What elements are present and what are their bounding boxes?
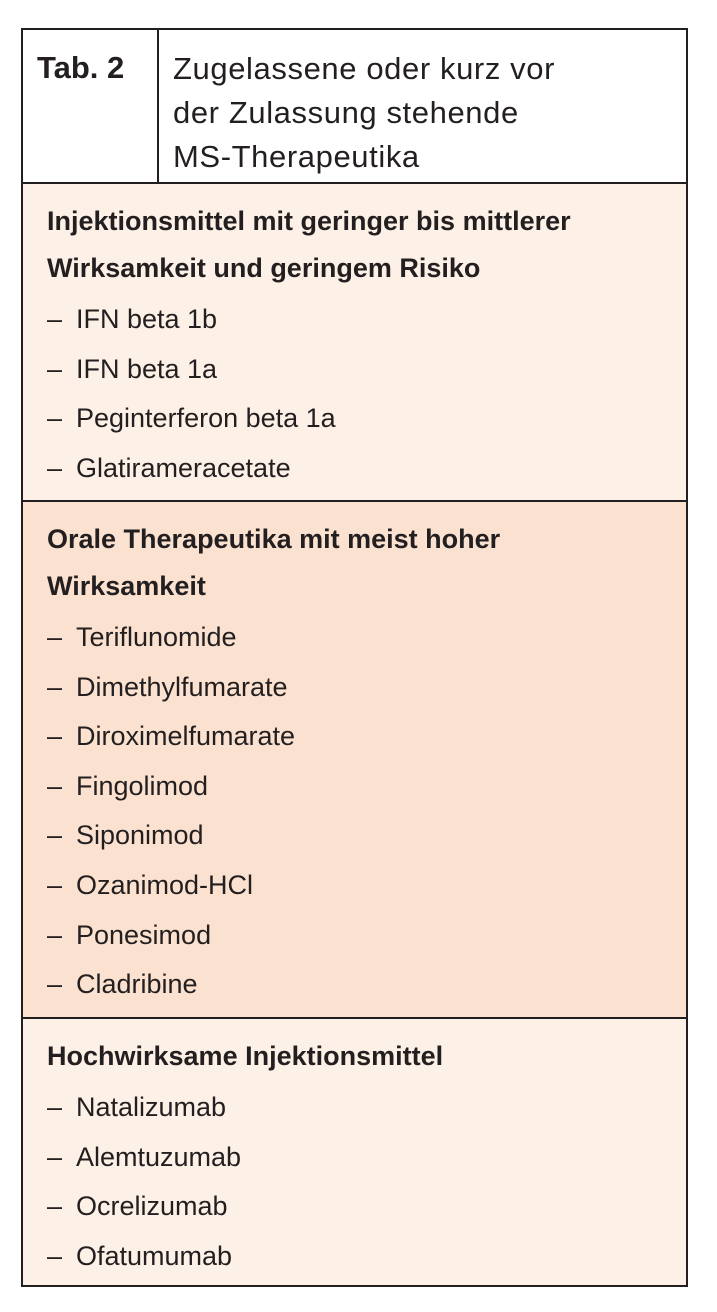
table-title-line: Zugelassene oder kurz vor <box>173 51 556 86</box>
section-title <box>47 1033 686 1080</box>
bullet-dash: – <box>47 353 63 384</box>
bullet-dash: – <box>47 403 63 434</box>
bullet-dash: – <box>47 671 63 702</box>
drug-name: Teriflunomide <box>76 622 237 652</box>
table-title-line: der Zulassung stehende <box>173 95 519 130</box>
section-title-line: Orale Therapeutika mit meist hoher <box>47 524 501 554</box>
drug-name: Natalizumab <box>76 1092 227 1122</box>
list-item <box>47 960 686 1010</box>
drug-name: IFN beta 1b <box>76 304 218 334</box>
bullet-dash: – <box>47 869 63 900</box>
table-title <box>159 30 686 182</box>
bullet-dash: – <box>47 1092 63 1122</box>
drug-name: Ofatumumab <box>76 1240 233 1271</box>
drug-name: IFN beta 1a <box>76 353 218 384</box>
drug-name: Siponimod <box>76 820 204 851</box>
drug-name: Fingolimod <box>76 770 209 801</box>
list-item <box>47 712 686 762</box>
section-title <box>47 198 686 292</box>
table-header <box>23 30 686 184</box>
section-title-line: Wirksamkeit <box>47 571 206 601</box>
drug-name: Ponesimod <box>76 919 212 950</box>
list-item <box>47 762 686 812</box>
drug-list <box>47 613 686 1010</box>
list-item <box>47 861 686 911</box>
bullet-dash: – <box>47 919 63 950</box>
list-item <box>47 1182 686 1232</box>
drug-name: Diroximelfumarate <box>76 721 296 752</box>
drug-name: Alemtuzumab <box>76 1141 242 1172</box>
drug-name: Peginterferon beta 1a <box>76 403 336 434</box>
drug-list <box>47 295 686 493</box>
list-item <box>47 1133 686 1183</box>
list-item <box>47 394 686 444</box>
bullet-dash: – <box>47 452 63 483</box>
drug-name: Ozanimod-HCl <box>76 869 254 900</box>
list-item <box>47 1232 686 1282</box>
bullet-dash: – <box>47 1191 63 1222</box>
list-item <box>47 613 686 663</box>
list-item <box>47 345 686 395</box>
bullet-dash: – <box>47 721 63 752</box>
section-high-efficacy-injectables <box>23 1019 686 1285</box>
section-low-risk-injectables <box>23 184 686 502</box>
therapeutics-table <box>21 28 688 1287</box>
table-number: Tab. 2 <box>23 30 159 182</box>
section-oral-therapeutics <box>23 502 686 1019</box>
list-item <box>47 663 686 713</box>
bullet-dash: – <box>47 969 63 1000</box>
bullet-dash: – <box>47 770 63 801</box>
section-title-line: Wirksamkeit und geringem Risiko <box>47 253 481 283</box>
list-item <box>47 1083 686 1133</box>
section-title-line: Hochwirksame Injektionsmittel <box>47 1041 444 1071</box>
bullet-dash: – <box>47 820 63 851</box>
list-item <box>47 444 686 494</box>
bullet-dash: – <box>47 1240 63 1271</box>
bullet-dash: – <box>47 1141 63 1172</box>
drug-name: Cladribine <box>76 969 198 1000</box>
list-item <box>47 911 686 961</box>
table-title-line: MS-Therapeutika <box>173 139 420 174</box>
drug-name: Dimethylfumarate <box>76 671 288 702</box>
drug-list <box>47 1083 686 1281</box>
list-item <box>47 811 686 861</box>
drug-name: Glatirameracetate <box>76 452 291 483</box>
bullet-dash: – <box>47 304 63 334</box>
list-item <box>47 295 686 345</box>
bullet-dash: – <box>47 622 63 652</box>
drug-name: Ocrelizumab <box>76 1191 228 1222</box>
section-title <box>47 516 686 610</box>
section-title-line: Injektionsmittel mit geringer bis mittlerer <box>47 206 571 236</box>
